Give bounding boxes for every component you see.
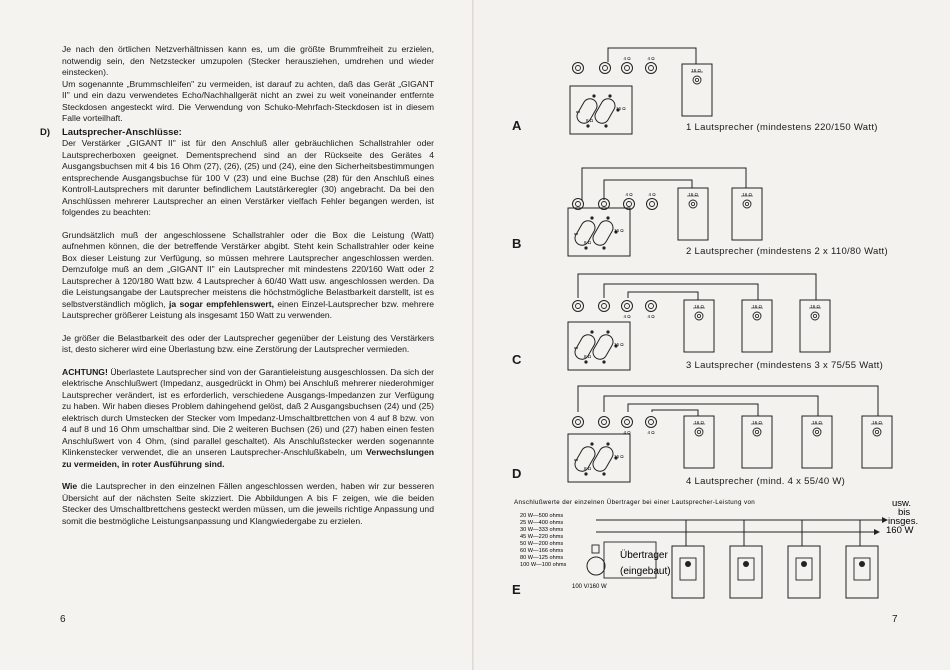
e-voltage: 100 V/160 W (572, 584, 607, 590)
diagram-c (568, 274, 830, 370)
board-label: 16 Ω (614, 228, 624, 233)
left-page (0, 0, 474, 670)
board-label: 8 Ω (586, 118, 594, 123)
paragraph-brummschleifen: Um sogenannte „Brummschleifen" zu vermeiden, ist darauf zu achten, daß das Gerät „GIGANT II" und ein dazu verwendetes Echo/Nachhallgerät nicht an zwei zu weit voneinander entfernte Steckdosen angesteckt wird. Die Verwendung von Schuko-Mehrfach-Steckdosen ist in diesem Falle vorteilhaft. (62, 78, 434, 123)
loudspeaker-e-1 (672, 546, 704, 598)
e-value: 80 W—125 ohms (520, 555, 564, 561)
ohm-label: 16 Ω (752, 304, 762, 309)
e-160w: 160 W (886, 525, 914, 536)
e-insges: insges. (888, 516, 919, 527)
jack-label: 4 Ω (623, 430, 631, 435)
right-page (474, 0, 950, 670)
board-label: 16 Ω (614, 454, 624, 459)
ohm-label: 16 Ω (688, 192, 698, 197)
ohm-label: 16 Ω (872, 420, 882, 425)
board-label: 8 Ω (584, 466, 592, 471)
wiring-diagrams (474, 0, 950, 670)
board-label: 16 Ω (614, 342, 624, 347)
jack-label: 4 Ω (625, 192, 633, 197)
e-value: 60 W—166 ohms (520, 548, 564, 554)
ohm-label: 16 Ω (691, 68, 701, 73)
jack-label: 4 Ω (647, 430, 655, 435)
e-value: 50 W—200 ohms (520, 541, 564, 547)
loudspeaker-e-2 (730, 546, 762, 598)
paragraph-verstaerker: Der Verstärker „GIGANT II" ist für den Anschluß aller gebräuchlichen Schallstrahler oder Lautsprecherboxen geeignet. Dementsprechend sind an der Rückseite des Gerätes 4 Ausgangsbuchsen mit 4 bis 16 Ohm (27), (26), (25) und (24), eine den Sicherheitsbestimmungen entsprechende Ausgangsbuchse für 100 V (23) und eine Buchse (28) für den Anschluß eines Kontroll-Lautsprechers mit darunter befindlichem Lautstärkeregler (30) angebracht. Da bei den Anschlüssen mehrerer Lautsprecher an einen Verstärker vielfach Fehler begangen werden, ist folgendes zu beachten: (62, 138, 434, 217)
figure-label-c: C (512, 352, 522, 367)
paragraph-wie (62, 481, 434, 527)
board-label: 8 Ω (584, 240, 592, 245)
text-run: die Lautsprecher in den einzelnen Fällen angeschlossen werden, haben wir zur besseren Übersicht auf der nächsten Seite skizziert. Die Abbildungen A bis F zeigen, wie die beiden Stecker des Umschaltbrettchens gesteckt werden müssen, um die jeweils richtige Anpassung und somit die bestmögliche Leistungsanpassung und Klangwiedergabe zu erzielen. (62, 481, 434, 526)
e-value: 20 W—500 ohms (520, 513, 564, 519)
caption-b: 2 Lautsprecher (mindestens 2 x 110/80 Watt) (686, 246, 888, 257)
bold-run: ACHTUNG! (62, 366, 108, 377)
e-value: 25 W—400 ohms (520, 520, 564, 526)
page-number-left: 6 (60, 614, 66, 625)
bold-run: Wie (62, 481, 78, 491)
jack-label: 4 Ω (648, 192, 656, 197)
text-run: Grundsätzlich muß der angeschlossene Schallstrahler oder die Box die Leistung (Watt) aufnehmen können, die der betreffende Verstärker abgibt. Steht kein Schallstrahler oder keine Box dieser Leistung zur Verfügung, so müssen mehrere Lautsprecher angeschlossen werden. Demzufolge muß an dem „GIGANT II" ein Lautsprecher mit mindestens 220/160 Watt oder 2 Lautsprecher à 120/180 Watt bzw. 4 Lautsprecher à 60/40 Watt usw. angeschlossen werden. Da die Leistungsangabe der Lautsprecher meistens die höchstmögliche Belastbarkeit darstellt, ist es selbstverständlich möglich, (62, 229, 434, 309)
e-transformer-note: (eingebaut) (620, 566, 671, 577)
e-transformer-label: Übertrager (620, 550, 668, 561)
e-usw: usw. (892, 498, 912, 509)
section-letter: D) (40, 126, 51, 138)
ohm-label: 16 Ω (694, 420, 704, 425)
jack-label: 4 Ω (647, 314, 655, 319)
text-run: Überlastete Lautsprecher sind von der Garantieleistung ausgeschlossen. Da sich der elektrische Anschlußwert (Impedanz, ausgedrückt in Ohm) bei Anschluß mehrerer niederohmiger Lautsprecher verändert, ist es erforderlich, verschiedene Ausgangs-Impedanzen zur Verfügung zu haben. Wir haben dieses Problem dahingehend gelöst, daß 2 Ausgangsbuchsen (24) und (25) elektrisch durch Umstecken der Stecker vom Impedanz-Umschaltbrettchen von 4 auf 8 bzw. von 4 auf 8 und 16 Ohm umschaltbar sind. Die 2 weiteren Buchsen (26) und (27) haben einen festen Anschlußwert von 4 Ohm, (sind parallel geschaltet). Als Anschlußstecker werden sogenannte Klinkenstecker verwendet, die an unseren Lautsprecher-Anschlußkabeln, um (62, 366, 434, 457)
jack-label: 4 Ω (647, 56, 655, 61)
diagram-d (568, 386, 892, 482)
figure-label-a: A (512, 118, 522, 133)
caption-a: 1 Lautsprecher (mindestens 220/150 Watt) (686, 122, 878, 133)
caption-d: 4 Lautsprecher (mind. 4 x 55/40 W) (686, 476, 846, 487)
caption-c: 3 Lautsprecher (mindestens 3 x 75/55 Watt) (686, 360, 884, 371)
paragraph-netzstecker: Je nach den örtlichen Netzverhältnissen kann es, um die größte Brummfreiheit zu erzielen, notwendig sein, den Netzstecker umzupolen (Stecker herausziehen, umdrehen und wieder einstecken). (62, 44, 434, 77)
page-number-right: 7 (892, 614, 898, 625)
paragraph-belastbarkeit: Je größer die Belastbarkeit des oder der Lautsprecher gegenüber der Leistung des Verstärkers ist, desto sicherer wird eine Überlastung bzw. eine Zerstörung der Lautsprecher vermieden. (62, 332, 434, 354)
figure-label-e: E (512, 582, 521, 597)
diagram-b (568, 168, 762, 256)
bold-run: ja sogar empfehlenswert, (168, 298, 275, 309)
loudspeaker-e-4 (846, 546, 878, 598)
loudspeaker-e-3 (788, 546, 820, 598)
ohm-label: 16 Ω (742, 192, 752, 197)
paragraph-achtung (62, 367, 434, 471)
board-label: 16 Ω (616, 106, 626, 111)
jack-label: 4 Ω (623, 314, 631, 319)
e-value: 45 W—220 ohms (520, 534, 564, 540)
e-title: Anschlußwerte der einzelnen Übertrager bei einer Lautsprecher-Leistung von (514, 499, 756, 506)
e-value: 100 W—100 ohms (520, 562, 567, 568)
ohm-label: 16 Ω (694, 304, 704, 309)
jack-label: 4 Ω (623, 56, 631, 61)
board-label: 8 Ω (584, 354, 592, 359)
ohm-label: 16 Ω (810, 304, 820, 309)
section-title: Lautsprecher-Anschlüsse: (62, 126, 182, 138)
ohm-label: 16 Ω (752, 420, 762, 425)
e-value: 30 W—333 ohms (520, 527, 564, 533)
text-run: einen Einzel-Lautsprecher bzw. mehrere Lautsprecher größerer Leistung als insgesamt 150 Watt zu verwenden. (62, 298, 434, 320)
paragraph-grundsaetzlich (62, 230, 434, 322)
left-text-block (40, 44, 434, 527)
ohm-label: 16 Ω (812, 420, 822, 425)
e-bis: bis (898, 507, 911, 518)
bold-run: Verwechslungen zu vermeiden, in roter Ausführung sind. (62, 447, 434, 469)
figure-label-d: D (512, 466, 522, 481)
figure-label-b: B (512, 236, 522, 251)
section-heading-d (40, 126, 434, 139)
